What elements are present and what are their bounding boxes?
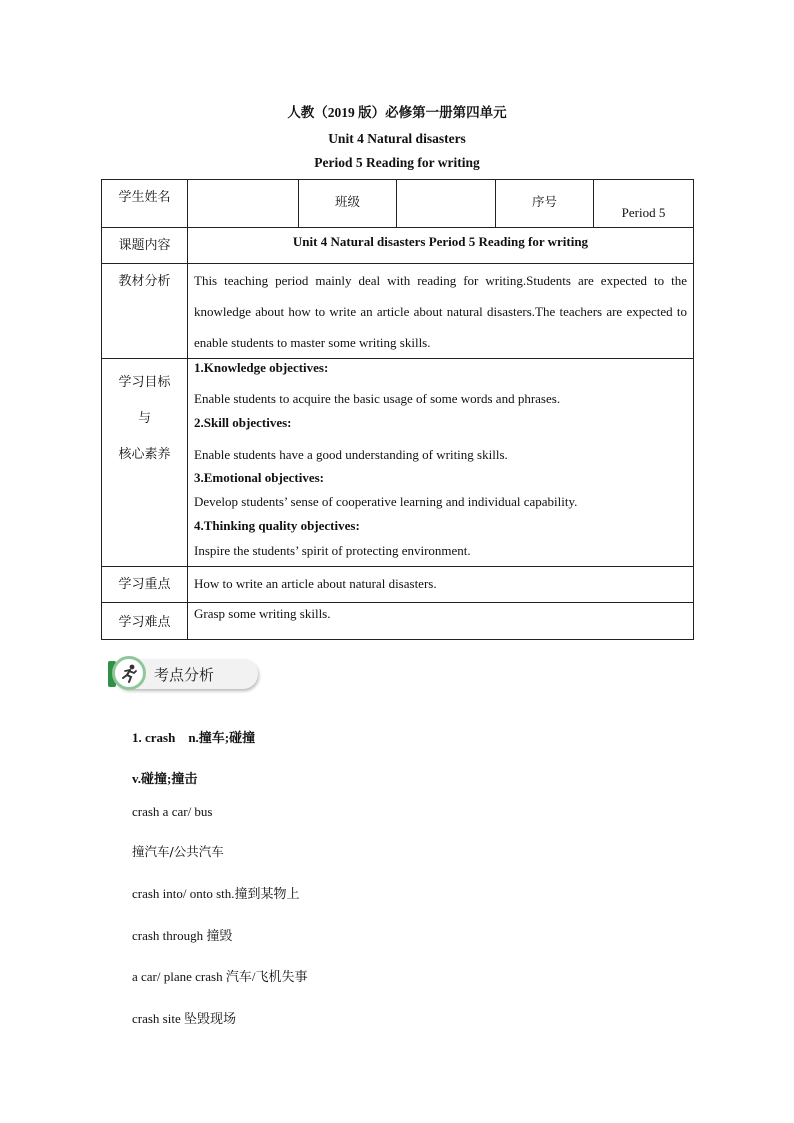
vocab-line: a car/ plane crash 汽车/飞机失事 [132,969,308,984]
objective-text: Enable students to acquire the basic usage of some words and phrases. [194,391,561,406]
student-name-field[interactable] [188,180,299,228]
objective-title: 4.Thinking quality objectives: [194,518,360,533]
vocab-line: crash into/ onto sth.撞到某物上 [132,886,300,901]
section-badge [108,655,258,692]
period-cell: Period 5 [594,180,694,228]
objective-title: 2.Skill objectives: [194,415,292,430]
material-analysis-label: 教材分析 [102,264,188,359]
vocab-line: 撞汽车/公共汽车 [132,844,224,859]
key-points-text: How to write an article about natural disasters. [188,567,694,603]
topic-value: Unit 4 Natural disasters Period 5 Reading for writing [188,228,694,264]
section-title: 考点分析 [154,666,215,684]
class-label: 班级 [299,180,397,228]
vocab-verb: v.碰撞;撞击 [132,771,198,786]
period-title: Period 5 Reading for writing [314,155,480,170]
objectives-content [188,359,694,567]
topic-label: 课题内容 [102,228,188,264]
class-field[interactable] [397,180,496,228]
objective-text: Develop students’ sense of cooperative learning and individual capability. [194,494,578,509]
objective-title: 1.Knowledge objectives: [194,360,329,375]
difficulties-text: Grasp some writing skills. [188,603,694,640]
difficulties-label: 学习难点 [102,603,188,640]
key-points-label: 学习重点 [102,567,188,603]
document-subtitle: 人教（2019 版）必修第一册第四单元 [287,105,507,120]
objective-title: 3.Emotional objectives: [194,470,324,485]
objectives-label: 学习目标 与 核心素养 [102,359,188,567]
vocab-line: crash a car/ bus [132,804,213,819]
seat-number-label: 序号 [496,180,594,228]
objective-text: Inspire the students’ spirit of protecting environment. [194,543,471,558]
lesson-plan-table [101,179,694,640]
vocab-line: crash site 坠毁现场 [132,1011,236,1026]
runner-icon [112,656,146,690]
objective-text: Enable students have a good understanding of writing skills. [194,447,508,462]
student-name-label: 学生姓名 [102,180,188,228]
vocab-line: crash through 撞毁 [132,928,233,943]
unit-title: Unit 4 Natural disasters [328,131,466,146]
vocab-heading: 1. crash n.撞车;碰撞 [132,730,256,745]
material-analysis-text: This teaching period mainly deal with reading for writing.Students are expected to the knowledge about how to write an article about natural disasters.The teachers are expected to enable students to master some writing skills. [188,264,694,359]
